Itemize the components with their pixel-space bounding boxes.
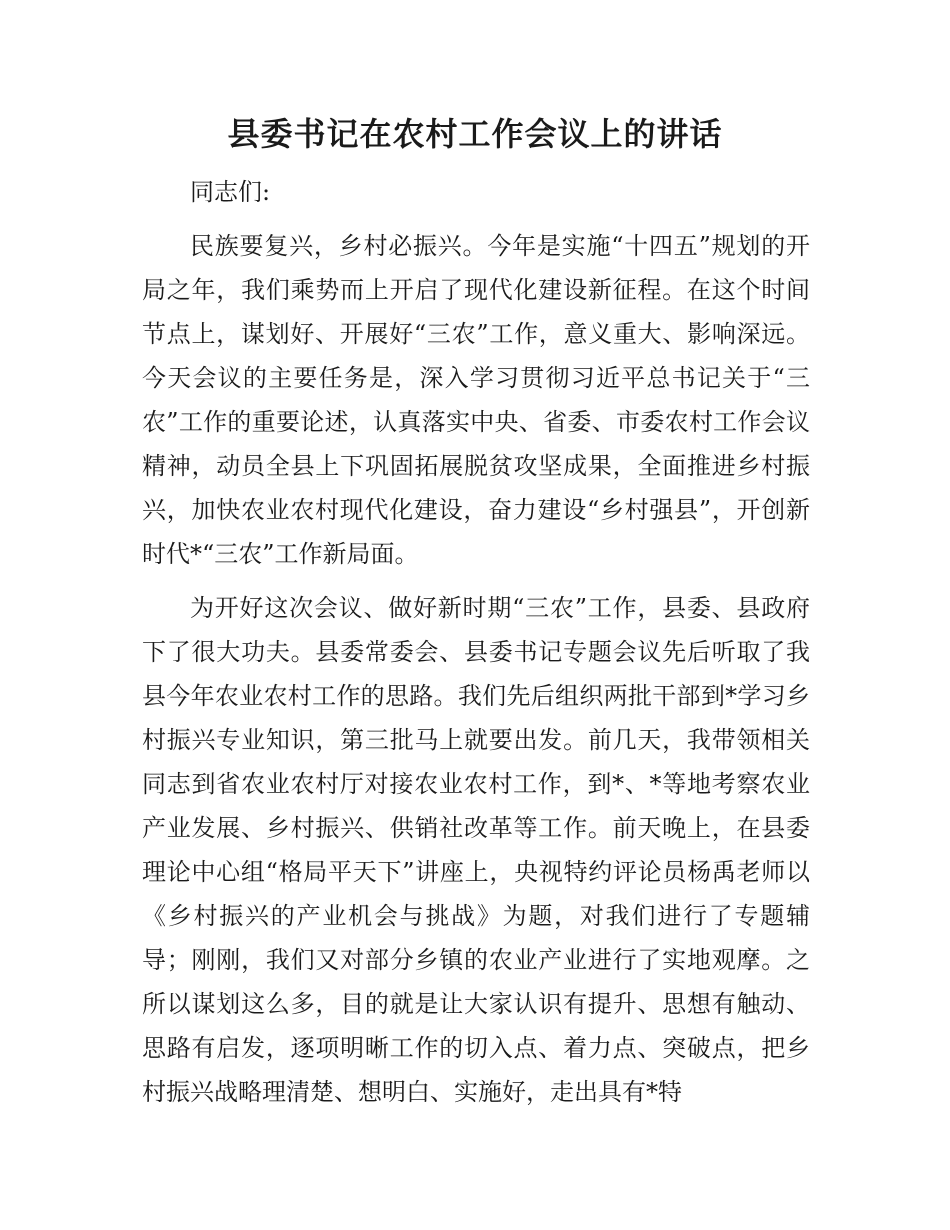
document-body: [142, 170, 810, 1114]
paragraph-1: 民族要复兴，乡村必振兴。今年是实施“十四五”规划的开局之年，我们乘势而上开启了现代化建设新征程。在这个时间节点上，谋划好、开展好“三农”工作，意义重大、影响深远。今天会议的主要任务是，深入学习贯彻习近平总书记关于“三农”工作的重要论述，认真落实中央、省委、市委农村工作会议精神，动员全县上下巩固拓展脱贫攻坚成果，全面推进乡村振兴，加快农业农村现代化建设，奋力建设“乡村强县”，开创新时代*“三农”工作新局面。: [142, 232, 810, 568]
paragraph-2: 为开好这次会议、做好新时期“三农”工作，县委、县政府下了很大功夫。县委常委会、县委书记专题会议先后听取了我县今年农业农村工作的思路。我们先后组织两批干部到*学习乡村振兴专业知识，第三批马上就要出发。前几天，我带领相关同志到省农业农村厅对接农业农村工作，到*、*等地考察农业产业发展、乡村振兴、供销社改革等工作。前天晚上，在县委理论中心组“格局平天下”讲座上，央视特约评论员杨禹老师以《乡村振兴的产业机会与挑战》为题，对我们进行了专题辅导；刚刚，我们又对部分乡镇的农业产业进行了实地观摩。之所以谋划这么多，目的就是让大家认识有提升、思想有触动、思路有启发，逐项明晰工作的切入点、着力点、突破点，把乡村振兴战略理清楚、想明白、实施好，走出具有*特: [142, 594, 810, 1106]
document-title: 县委书记在农村工作会议上的讲话: [227, 115, 723, 153]
greeting: 同志们:: [190, 178, 271, 206]
